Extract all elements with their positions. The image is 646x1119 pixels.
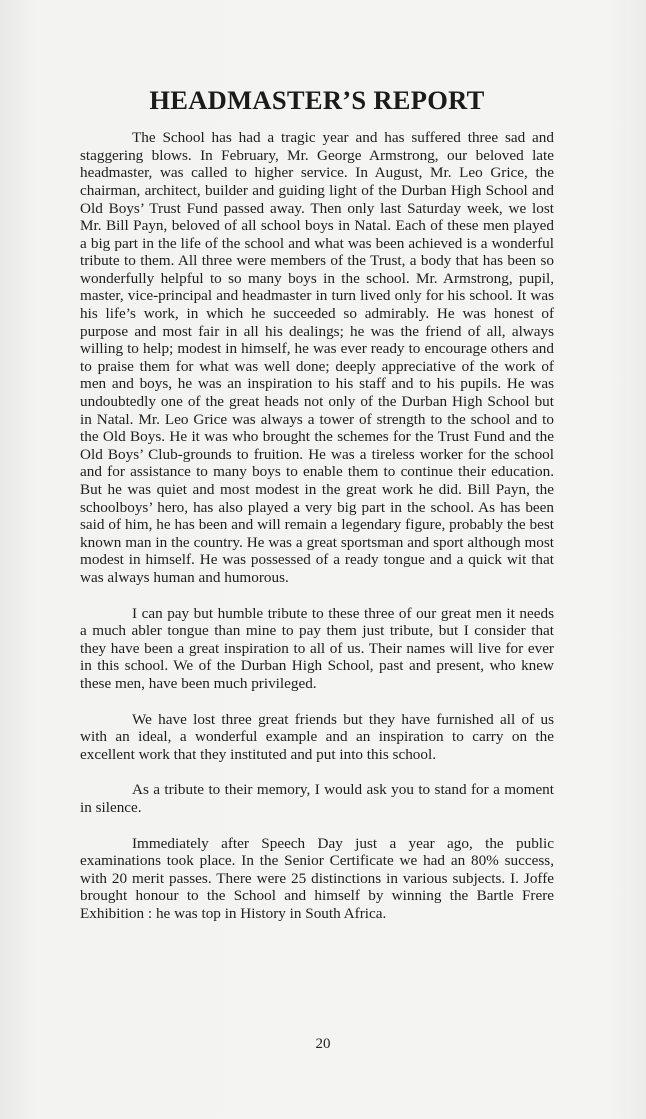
- paragraph-silence: As a tribute to their memory, I would ask you to stand for a moment in silence.: [80, 781, 554, 816]
- page-number: 20: [315, 1036, 331, 1052]
- page-content: [80, 86, 554, 940]
- paragraph-lost-friends: We have lost three great friends but they have furnished all of us with an ideal, a wonderful example and an inspiration to carry on the excellent work that they instituted and put into this school.: [80, 710, 554, 763]
- paragraph-examinations: Immediately after Speech Day just a year ago, the public examinations took place. In the Senior Certificate we had an 80% success, with 20 merit passes. There were 25 distinctions in various subjects. I. Joffe brought honour to the School and himself by winning the Bartle Frere Exhibition : he was top in History in South Africa.: [80, 834, 554, 922]
- page-title: HEADMASTER’S REPORT: [149, 85, 485, 115]
- paragraph-tributes: The School has had a tragic year and has suffered three sad and staggering blows. In February, Mr. George Armstrong, our beloved late headmaster, was called to higher service. In August, Mr. Leo Grice, the chairman, architect, builder and guiding light of the Durban High School and Old Boys’ Trust Fund passed away. Then only last Saturday week, we lost Mr. Bill Payn, beloved of all school boys in Natal. Each of these men played a big part in the life of the school and what was been achieved is a wonderful tribute to them. All three were members of the Trust, a body that has been so wonderfully helpful to so many boys in the school. Mr. Armstrong, pupil, master, vice-principal and headmaster in turn lived only for his school. It was his life’s work, in which he succeeded so admirably. He was honest of purpose and most fair in all his dealings; he was the friend of all, always willing to help; modest in himself, he was ever ready to encourage others and to praise them for what was well done; deeply appreciative of the work of men and boys, he was an inspiration to his staff and to his pupils. He was undoubtedly one of the great heads not only of the Durban High School but in Natal. Mr. Leo Grice was always a tower of strength to the school and to the Old Boys. He it was who brought the schemes for the Trust Fund and the Old Boys’ Club-grounds to fruition. He was a tireless worker for the school and for assistance to many boys to enable them to continue their education. But he was quiet and most modest in the great work he did. Bill Payn, the schoolboys’ hero, has also played a very big part in the school. As has been said of him, he has been and will remain a legendary figure, probably the best known man in the country. He was a great sportsman and sport although most modest in himself. He was possessed of a ready tongue and a quick wit that was always human and humorous.: [80, 129, 554, 586]
- paragraph-humble-tribute: I can pay but humble tribute to these three of our great men it needs a much abler tongue than mine to pay them just tribute, but I consider that they have been a great inspiration to all of us. Their names will live for ever in this school. We of the Durban High School, past and present, who knew these men, have been much privileged.: [80, 604, 554, 692]
